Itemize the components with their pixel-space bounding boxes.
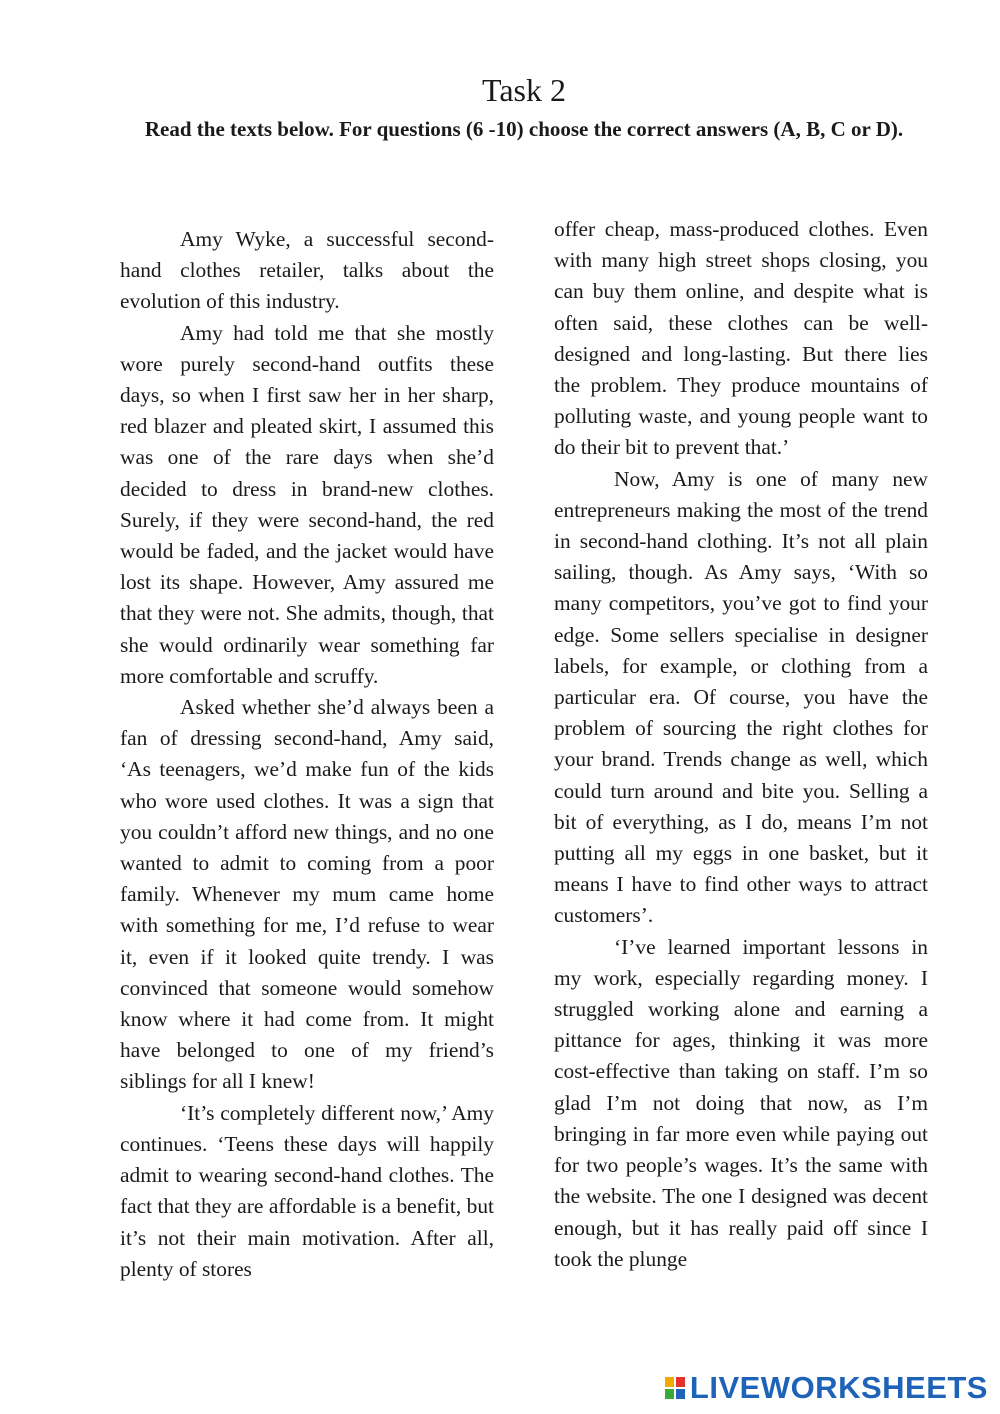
liveworksheets-logo-icon [664,1375,686,1401]
page-title: Task 2 [482,72,566,108]
article-right-column [554,214,928,1275]
task-instructions: Read the texts below. For questions (6 -10) choose the correct answers (A, B, C or D). [144,117,904,141]
article-paragraph: Amy Wyke, a successful second-hand clothes retailer, talks about the evolution of this industry. [120,227,494,314]
article-paragraph-continued: offer cheap, mass-produced clothes. Even with many high street shops closing, you can buy them online, and despite what is often said, these clothes can be well-designed and long-lasting. But there lies the problem. They produce mountains of polluting waste, and young people want to do their bit to prevent that.’ [554,217,928,460]
article-paragraph: Amy had told me that she mostly wore purely second-hand outfits these days, so when I first saw her in her sharp, red blazer and pleated skirt, I assumed this was one of the rare days when she’d decided to dress in brand-new clothes. Surely, if they were second-hand, the red would be faded, and the jacket would have lost its shape. However, Amy assured me that they were not. She admits, though, that she would ordinarily wear something far more comfortable and scruffy. [120,320,494,688]
article-left-column [120,224,494,1285]
liveworksheets-brand[interactable] [664,1370,988,1406]
brand-name: LIVEWORKSHEETS [689,1370,988,1405]
article-paragraph: Asked whether she’d always been a fan of dressing second-hand, Amy said, ‘As teenagers, we’d make fun of the kids who wore used clothes. It was a sign that you couldn’t afford new things, and no one wanted to admit to coming from a poor family. Whenever my mum came home with something for me, I’d refuse to wear it, even if it looked quite trendy. I was convinced that someone would somehow know where it had come from. It might have belonged to one of my friend’s siblings for all I knew! [120,695,494,1094]
article-paragraph: ‘I’ve learned important lessons in my work, especially regarding money. I struggled working alone and earning a pittance for ages, thinking it was more cost-effective than taking on staff. I’m so glad I’m not doing that now, as I’m bringing in far more even while paying out for two people’s wages. It’s the same with the website. The one I designed was decent enough, but it has really paid off since I took the plunge [554,934,928,1271]
article-paragraph: Now, Amy is one of many new entrepreneurs making the most of the trend in second-hand clothing. It’s not all plain sailing, though. As Amy says, ‘With so many competitors, you’ve got to find your edge. Some sellers specialise in designer labels, for example, or clothing from a particular era. Of course, you have the problem of sourcing the right clothes for your brand. Trends change as well, which could turn around and bite you. Selling a bit of everything, as I do, means I’m not putting all my eggs in one basket, but it means I have to find other ways to attract customers’. [554,466,928,928]
article-paragraph: ‘It’s completely different now,’ Amy continues. ‘Teens these days will happily admit to wearing second-hand clothes. The fact that they are affordable is a benefit, but it’s not their main motivation. After all, plenty of stores [120,1100,494,1281]
